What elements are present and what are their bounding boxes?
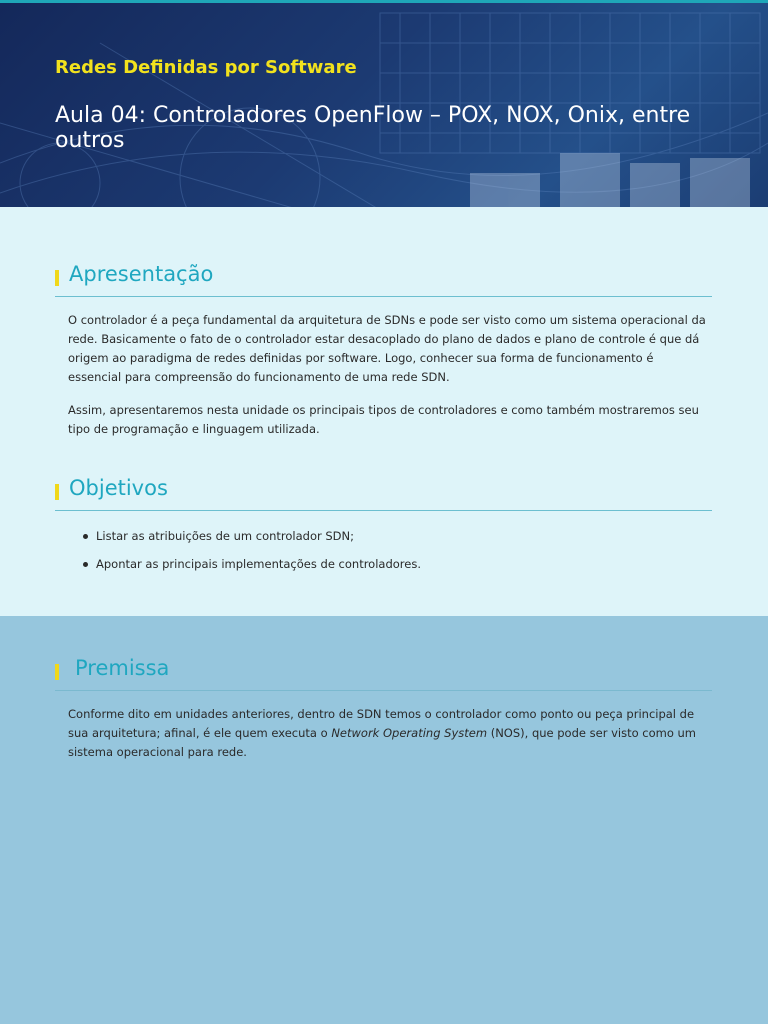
- apresentacao-paragraph-2: Assim, apresentaremos nesta unidade os principais tipos de controladores e como também mostraremos seu tipo de programação e linguagem utilizada.: [68, 403, 699, 436]
- objetivos-heading-text: Objetivos: [69, 476, 168, 500]
- bullet-icon: [83, 562, 88, 567]
- list-item: Apontar as principais implementações de controladores.: [80, 555, 680, 573]
- bullet-icon: [83, 534, 88, 539]
- objetivos-list: [80, 527, 680, 583]
- premissa-section: [0, 616, 768, 1024]
- header-banner: [0, 0, 768, 207]
- nos-term: Network Operating System: [331, 726, 488, 740]
- premissa-heading: [55, 656, 712, 691]
- apresentacao-paragraph-1: O controlador é a peça fundamental da arquitetura de SDNs e pode ser visto como um sistema operacional da rede. Basicamente o fato de o controlador estar desacoplado do plano de dados e plano de controle é que dá origem ao paradigma de redes definidas por software. Logo, conhecer sua forma de funcionamento é essencial para compreensão do funcionamento de uma rede SDN.: [68, 313, 706, 384]
- list-item: Listar as atribuições de um controlador SDN;: [80, 527, 680, 545]
- heading-marker: [55, 484, 59, 500]
- premissa-paragraph: Conforme dito em unidades anteriores, dentro de SDN temos o controlador como ponto ou peça principal de sua arquitetura; afinal, é ele quem executa o Network Operating System (NOS), que pode ser visto como um sistema operacional para rede.: [68, 707, 697, 759]
- apresentacao-heading-text: Apresentação: [69, 262, 214, 286]
- course-name: Redes Definidas por Software: [55, 57, 357, 78]
- objetivos-heading: [55, 476, 712, 511]
- heading-marker: [55, 270, 59, 286]
- apresentacao-heading: [55, 262, 712, 297]
- intro-section: [0, 207, 768, 616]
- page-title: Aula 04: Controladores OpenFlow – POX, NOX, Onix, entre outros: [55, 103, 691, 153]
- premissa-heading-text: Premissa: [75, 656, 170, 680]
- heading-marker: [55, 664, 59, 680]
